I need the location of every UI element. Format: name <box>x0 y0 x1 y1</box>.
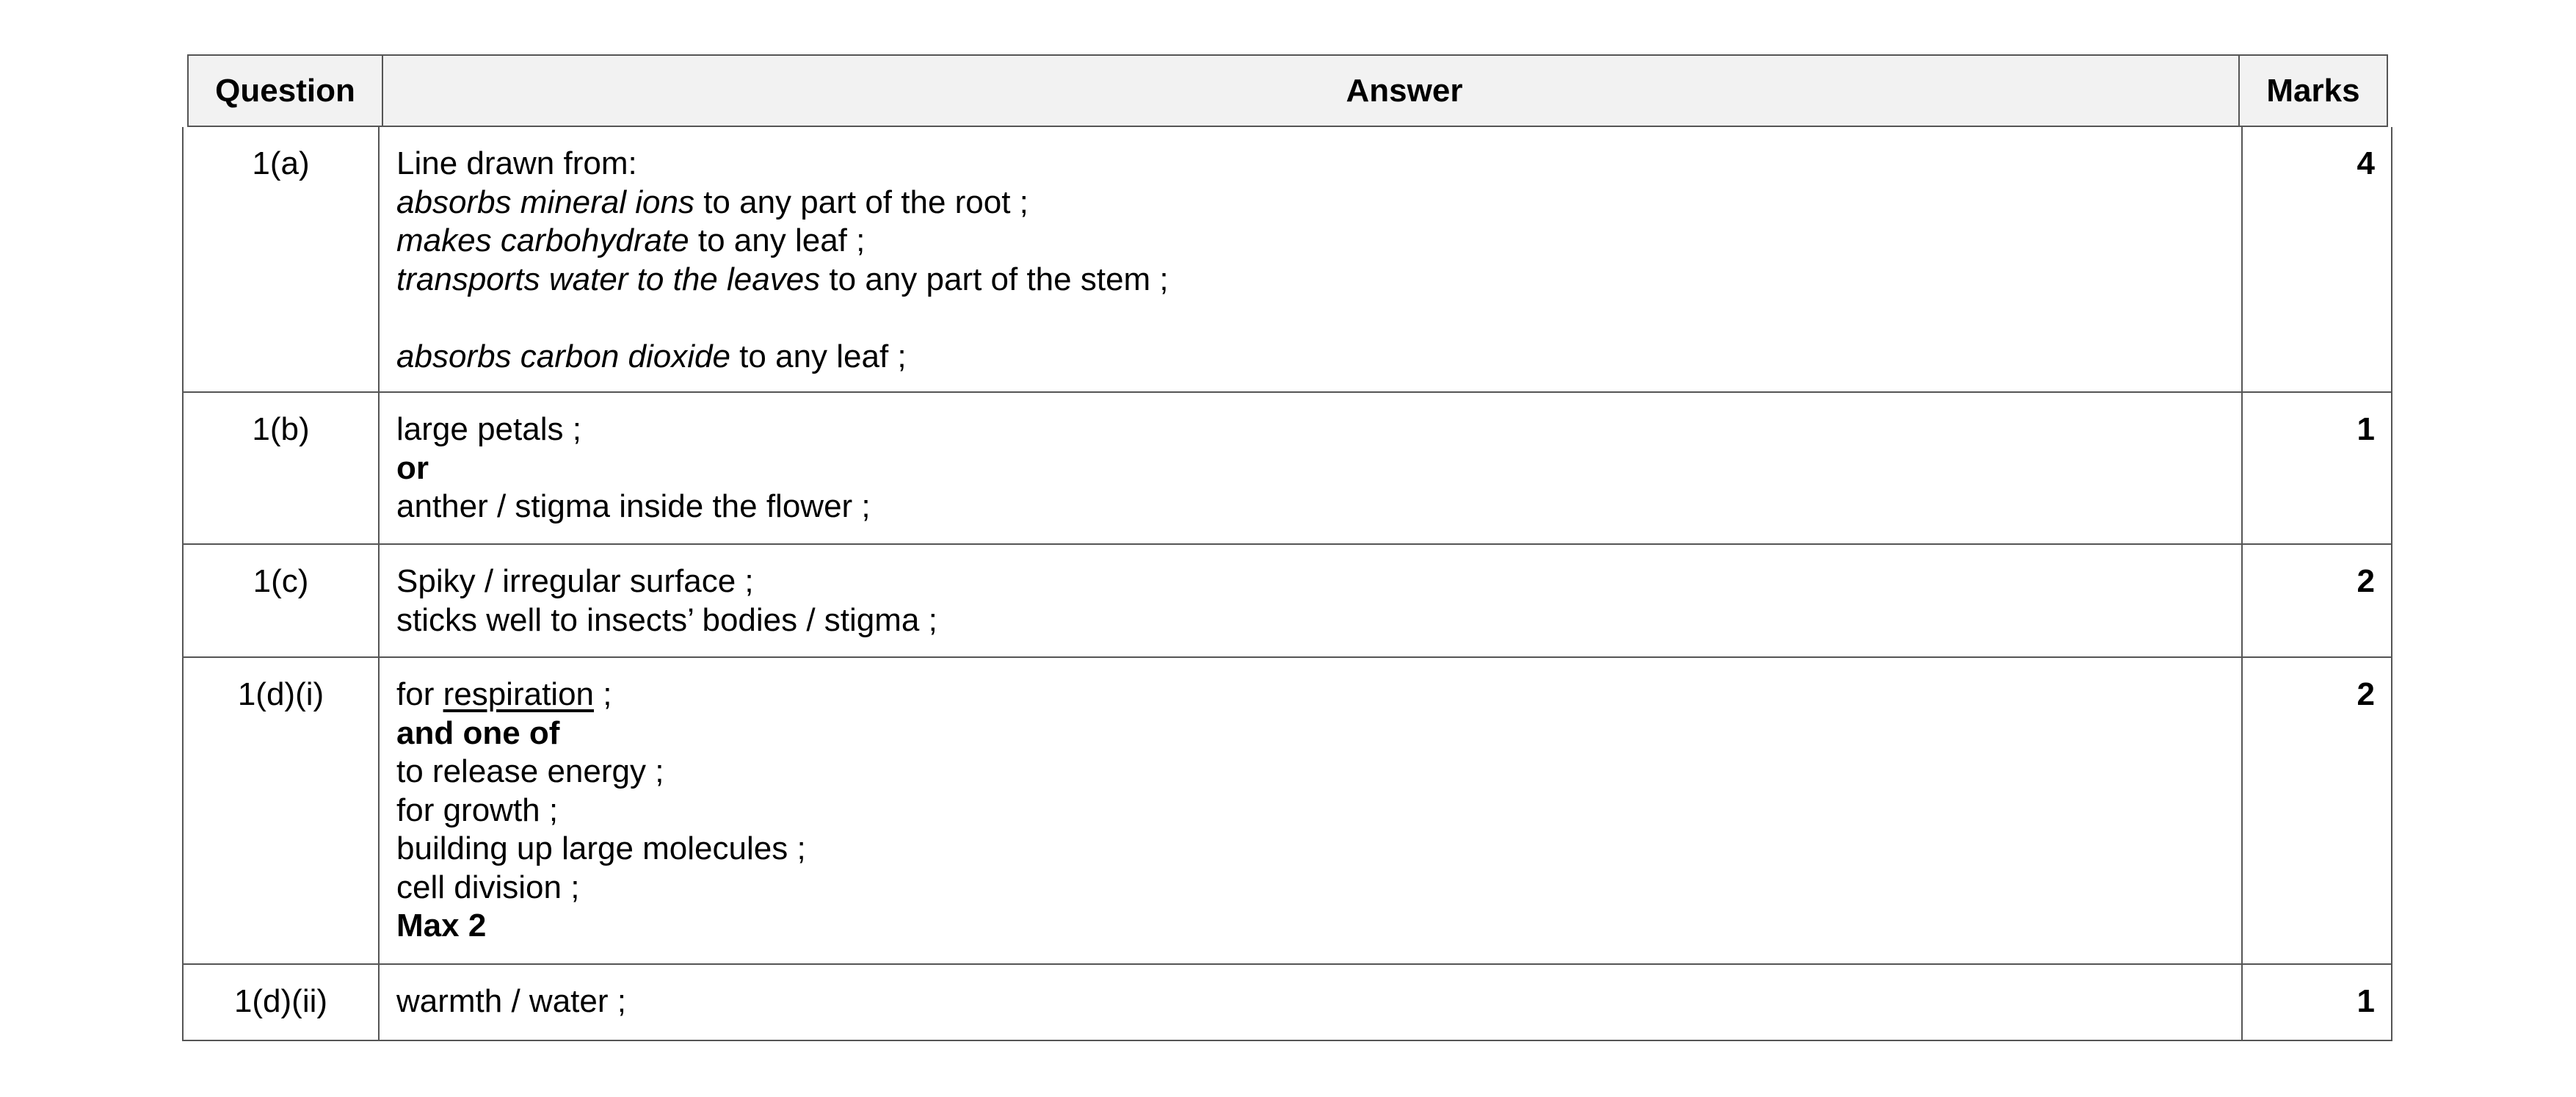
answer-text <box>396 127 2222 376</box>
question-number: 1(d)(i) <box>237 676 324 712</box>
answer-line: Line drawn from: <box>396 145 637 181</box>
answer-line: warmth / water ; <box>396 983 626 1019</box>
answer-line: transports water to the leaves to any part of the stem ; <box>396 261 1169 297</box>
answer-line: large petals ; <box>396 411 581 447</box>
question-number: 1(a) <box>252 145 310 181</box>
answer-text <box>396 965 2222 1021</box>
table-row <box>184 545 2391 658</box>
table-row <box>184 965 2391 1040</box>
answer-line: sticks well to insects’ bodies / stigma ; <box>396 601 937 638</box>
answer-line: building up large molecules ; <box>396 830 806 866</box>
header-marks: Marks <box>2266 72 2360 109</box>
marks-value: 1 <box>2357 411 2375 447</box>
mark-scheme-table <box>182 127 2392 1041</box>
marks-value: 2 <box>2357 563 2375 599</box>
marks-value: 4 <box>2357 145 2375 181</box>
answer-line: for growth ; <box>396 792 559 828</box>
answer-line-blank <box>396 299 2222 338</box>
table-row <box>184 658 2391 965</box>
answer-line: Spiky / irregular surface ; <box>396 563 754 599</box>
question-number: 1(b) <box>252 411 310 447</box>
answer-text <box>396 545 2222 640</box>
answer-line: makes carbohydrate to any leaf ; <box>396 222 866 258</box>
answer-text <box>396 658 2222 946</box>
question-number: 1(c) <box>253 563 309 599</box>
table-row <box>184 127 2391 393</box>
answer-line: absorbs mineral ions to any part of the root ; <box>396 184 1028 220</box>
answer-line: anther / stigma inside the flower ; <box>396 488 871 524</box>
marks-value: 1 <box>2357 983 2375 1019</box>
header-question: Question <box>215 72 355 109</box>
header-answer: Answer <box>1346 72 1463 109</box>
table-header <box>187 54 2388 127</box>
answer-line: cell division ; <box>396 869 580 905</box>
answer-line: Max 2 <box>396 908 487 944</box>
answer-line: and one of <box>396 714 560 751</box>
answer-text <box>396 393 2222 526</box>
marks-value: 2 <box>2357 676 2375 712</box>
answer-line: to release energy ; <box>396 753 664 789</box>
answer-line: absorbs carbon dioxide to any leaf ; <box>396 338 907 374</box>
table-row <box>184 393 2391 545</box>
answer-line: for respiration ; <box>396 676 612 712</box>
question-number: 1(d)(ii) <box>233 983 328 1019</box>
answer-line: or <box>396 449 429 486</box>
